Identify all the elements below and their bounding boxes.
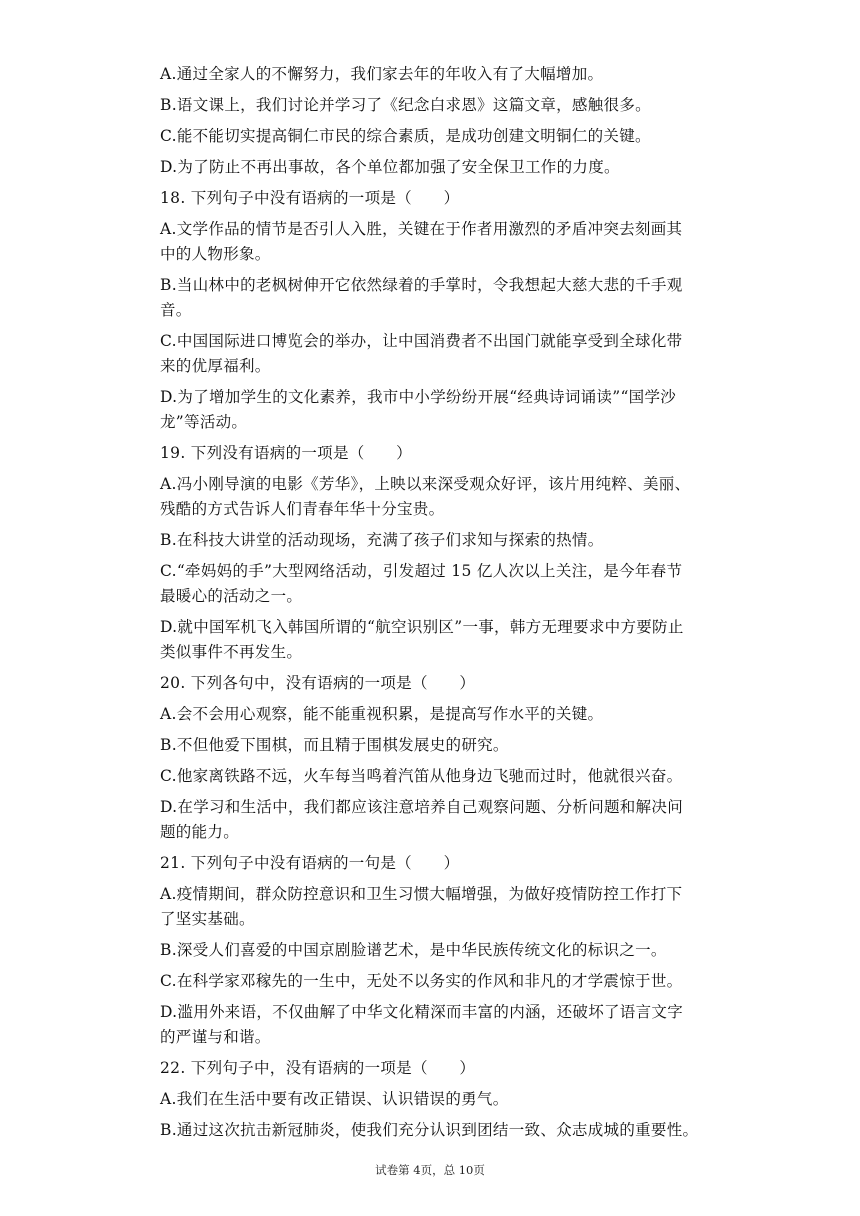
paragraph [160,528,738,553]
text-line: A.会不会用心观察，能不能重视积累，是提高写作水平的关键。 [160,705,604,723]
question-content [160,62,738,1149]
paragraph [160,155,738,180]
text-line: 19. 下列没有语病的一项是（ ） [160,444,412,462]
text-line: B.语文课上，我们讨论并学习了《纪念白求恩》这篇文章，感触很多。 [160,96,651,114]
paragraph [160,1118,738,1143]
paragraph [160,186,738,211]
paragraph [160,882,738,932]
text-line: A.文学作品的情节是否引人入胜，关键在于作者用激烈的矛盾冲突去刻画其 [160,220,683,238]
paragraph [160,472,738,522]
paragraph [160,702,738,727]
paragraph [160,795,738,845]
text-line: D.为了防止不再出事故，各个单位都加强了安全保卫工作的力度。 [160,158,620,176]
text-line: 类似事件不再发生。 [160,643,303,661]
paragraph [160,851,738,876]
text-line: 题的能力。 [160,823,240,841]
paragraph [160,1087,738,1112]
text-line: 中的人物形象。 [160,245,271,263]
paragraph [160,615,738,665]
text-line: A.疫情期间，群众防控意识和卫生习惯大幅增强，为做好疫情防控工作打下 [160,885,683,903]
text-line: 的严谨与和谐。 [160,1028,271,1046]
text-line: C.中国国际进口博览会的举办，让中国消费者不出国门就能享受到全球化带 [160,332,683,350]
text-line: B.深受人们喜爱的中国京剧脸谱艺术，是中华民族传统文化的标识之一。 [160,941,667,959]
paragraph [160,1056,738,1081]
text-line: 来的优厚福利。 [160,357,271,375]
text-line: A.冯小刚导演的电影《芳华》，上映以来深受观众好评，该片用纯粹、美丽、 [160,475,691,493]
paragraph [160,938,738,963]
paragraph [160,733,738,758]
paragraph [160,93,738,118]
text-line: 18. 下列句子中没有语病的一项是（ ） [160,189,460,207]
text-line: 了坚实基础。 [160,910,255,928]
text-line: D.滥用外来语，不仅曲解了中华文化精深而丰富的内涵，还破坏了语言文字 [160,1003,684,1021]
paragraph [160,441,738,466]
text-line: B.在科技大讲堂的活动现场，充满了孩子们求知与探索的热情。 [160,531,604,549]
paragraph [160,671,738,696]
text-line: 20. 下列各句中，没有语病的一项是（ ） [160,674,476,692]
text-line: D.为了增加学生的文化素养，我市中小学纷纷开展“经典诗词诵读”“国学沙 [160,388,677,406]
text-line: 龙”等活动。 [160,413,248,431]
paragraph [160,124,738,149]
paragraph [160,385,738,435]
paragraph [160,559,738,609]
paragraph [160,217,738,267]
paragraph [160,764,738,789]
text-line: B.不但他爱下围棋，而且精于围棋发展史的研究。 [160,736,509,754]
text-line: 21. 下列句子中没有语病的一句是（ ） [160,854,460,872]
text-line: A.我们在生活中要有改正错误、认识错误的勇气。 [160,1090,509,1108]
text-line: 残酷的方式告诉人们青春年华十分宝贵。 [160,500,445,518]
text-line: D.就中国军机飞入韩国所谓的“航空识别区”一事，韩方无理要求中方要防止 [160,618,684,636]
paragraph [160,969,738,994]
text-line: 最暖心的活动之一。 [160,587,303,605]
text-line: 音。 [160,301,192,319]
paragraph [160,273,738,323]
paragraph [160,329,738,379]
paragraph [160,62,738,87]
paragraph [160,1000,738,1050]
text-line: 22. 下列句子中，没有语病的一项是（ ） [160,1059,476,1077]
text-line: C.能不能切实提高铜仁市民的综合素质，是成功创建文明铜仁的关键。 [160,127,651,145]
text-line: C.在科学家邓稼先的一生中，无处不以务实的作风和非凡的才学震惊于世。 [160,972,683,990]
text-line: B.当山林中的老枫树伸开它依然绿着的手掌时，令我想起大慈大悲的千手观 [160,276,683,294]
text-line: B.通过这次抗击新冠肺炎，使我们充分认识到团结一致、众志成城的重要性。 [160,1121,699,1139]
text-line: A.通过全家人的不懈努力，我们家去年的年收入有了大幅增加。 [160,65,604,83]
text-line: C.他家离铁路不远，火车每当鸣着汽笛从他身边飞驰而过时，他就很兴奋。 [160,767,683,785]
page-footer: 试卷第 4页，总 10页 [375,1163,485,1177]
text-line: D.在学习和生活中，我们都应该注意培养自己观察问题、分析问题和解决问 [160,798,684,816]
text-line: C.“牵妈妈的手”大型网络活动，引发超过 15 亿人次以上关注，是今年春节 [160,562,683,580]
